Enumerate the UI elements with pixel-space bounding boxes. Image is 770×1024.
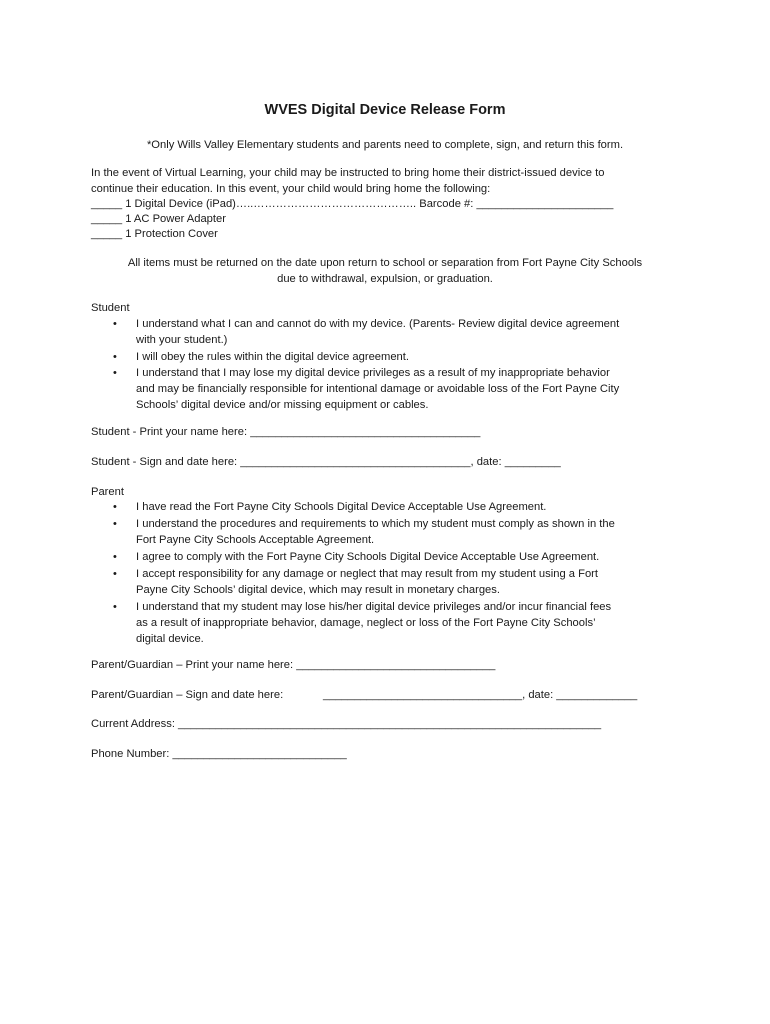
bullet-icon: •: [113, 318, 117, 330]
bullet-icon: •: [113, 351, 117, 363]
phone-number-field[interactable]: Phone Number: ____________________________: [91, 748, 347, 760]
student-agreement-item: with your student.): [136, 334, 228, 346]
bullet-icon: •: [113, 568, 117, 580]
return-notice: All items must be returned on the date upon return to school or separation from Fort Payne City Schools: [127, 257, 643, 269]
bullet-icon: •: [113, 551, 117, 563]
student-agreement-item: I will obey the rules within the digital device agreement.: [136, 351, 409, 363]
parent-heading: Parent: [91, 486, 124, 498]
parent-agreement-item: I agree to comply with the Fort Payne City Schools Digital Device Acceptable Use Agreement.: [136, 551, 600, 563]
parent-agreement-item: as a result of inappropriate behavior, damage, neglect or loss of the Fort Payne City Schools’: [136, 617, 596, 629]
parent-agreement-item: Payne City Schools’ digital device, which may result in monetary charges.: [136, 584, 500, 596]
return-notice: due to withdrawal, expulsion, or graduation.: [277, 273, 493, 285]
parent-agreement-item: I understand the procedures and requirements to which my student must comply as shown in the: [136, 518, 615, 530]
parent-agreement-item: Fort Payne City Schools Acceptable Agreement.: [136, 534, 375, 546]
parent-agreement-item: I have read the Fort Payne City Schools Digital Device Acceptable Use Agreement.: [136, 501, 547, 513]
intro-text: In the event of Virtual Learning, your child may be instructed to bring home their district-issued device to: [91, 167, 605, 179]
parent-agreement-item: I accept responsibility for any damage or neglect that may result from my student using a Fort: [136, 568, 599, 580]
parent-sign-date-field[interactable]: ________________________________, date: _____________: [323, 689, 638, 701]
parent-print-name-field[interactable]: Parent/Guardian – Print your name here: ________________________________: [91, 659, 496, 671]
eligibility-note: *Only Wills Valley Elementary students and parents need to complete, sign, and return this form.: [146, 139, 624, 151]
student-agreement-item: I understand what I can and cannot do with my device. (Parents- Review digital device agreement: [136, 318, 620, 330]
student-sign-date-field[interactable]: Student - Sign and date here: _____________________________________, date: _________: [91, 456, 561, 468]
student-agreement-item: Schools’ digital device and/or missing equipment or cables.: [136, 399, 429, 411]
parent-agreement-item: digital device.: [136, 633, 204, 645]
device-item-ipad[interactable]: _____ 1 Digital Device (iPad)…..…………………………………….. Barcode #: ______________________: [91, 198, 614, 210]
bullet-icon: •: [113, 367, 117, 379]
parent-agreement-item: I understand that my student may lose his/her digital device privileges and/or incur financial fees: [136, 601, 612, 613]
bullet-icon: •: [113, 601, 117, 613]
intro-text: continue their education. In this event, your child would bring home the following:: [91, 183, 491, 195]
student-agreement-item: I understand that I may lose my digital device privileges as a result of my inappropriate behavior: [136, 367, 610, 379]
student-agreement-item: and may be financially responsible for intentional damage or avoidable loss of the Fort Payne City: [136, 383, 620, 395]
student-print-name-field[interactable]: Student - Print your name here: _____________________________________: [91, 426, 481, 438]
current-address-field[interactable]: Current Address: ____________________________________________________________________: [91, 718, 602, 730]
parent-sign-label: Parent/Guardian – Sign and date here:: [91, 689, 284, 701]
bullet-icon: •: [113, 501, 117, 513]
device-item-protection-cover[interactable]: _____ 1 Protection Cover: [91, 228, 218, 240]
form-title: WVES Digital Device Release Form: [264, 102, 506, 118]
bullet-icon: •: [113, 518, 117, 530]
student-heading: Student: [91, 302, 130, 314]
device-item-power-adapter[interactable]: _____ 1 AC Power Adapter: [91, 213, 226, 225]
